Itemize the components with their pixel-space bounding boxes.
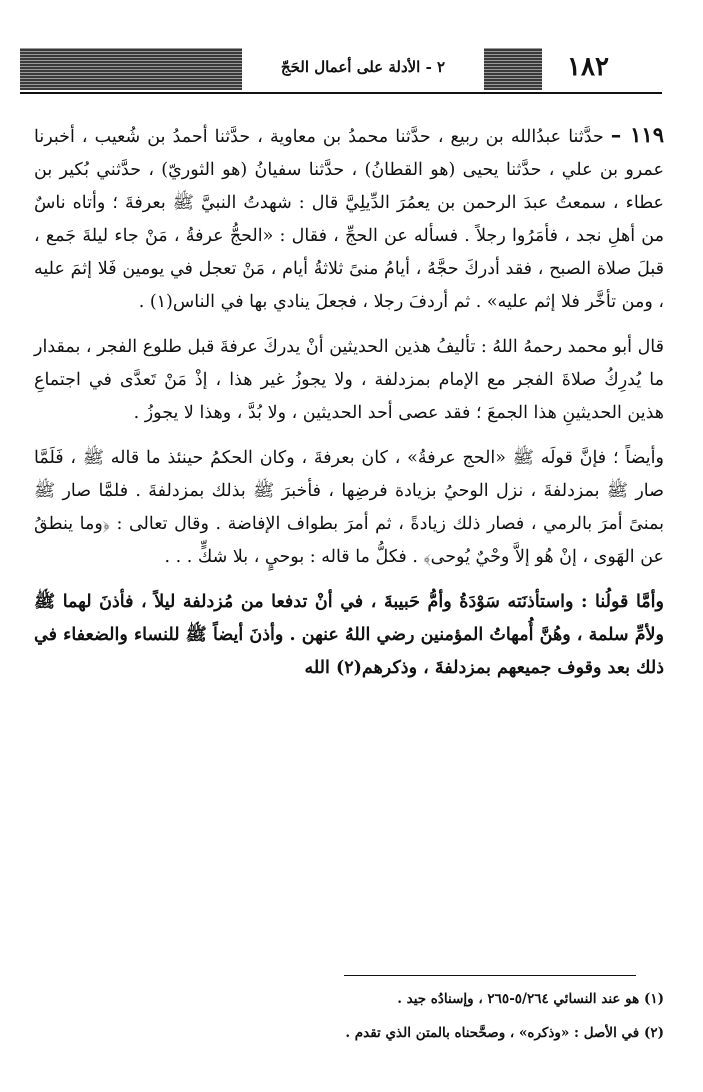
header-decoration-right [484, 48, 542, 90]
header-divider [20, 92, 662, 94]
hadith-paragraph [34, 118, 664, 319]
footnote-divider [344, 975, 636, 976]
footnote-1: (١) هو عند النسائي ٥/٢٦٤-٢٦٥ ، وإسنادُه جيد . [397, 991, 664, 1007]
footnotes [34, 986, 664, 1054]
page-number: ١٨٢ [567, 52, 609, 82]
commentary-paragraph: قال أبو محمد رحمهُ اللهُ : تأليفُ هذين الحديثين أنْ يدركَ عرفةَ قبل طلوع الفجر ، بمقدار ما يُدرِكُ صلاةَ الفجر مع الإمام بمزدلفة ، ولا يجوزُ غير هذا ، إذْ مَنْ تَعدَّى في اجتماعِ هذين الحديثينِ هذا الجمعَ ؛ فقد عصى أحد الحديثين ، ولا بُدَّ ، وهذا لا يجوزُ . [34, 337, 664, 423]
hadith-text: حدَّثنا عبدُالله بن ربيع ، حدَّثنا محمدُ بن معاوية ، حدَّثنا أحمدُ بن شُعيب ، أخبرنا عمرو بن علي ، حدَّثنا يحيى (هو القطانُ) ، حدَّثنا سفيانُ (هو الثوريّ) ، حدَّثني بُكير بن عطاء ، سمعتُ عبدَ الرحمن بن يعمُرَ الدِّيلِيَّ قال : شهدتُ النبيَّ ﷺ بعرفةَ ؛ وأتاه ناسٌ من أهلِ نجد ، فأمَرُوا رجلاً . فسأله عن الحجِّ ، فقال : «الحجُّ عرفةُ ، مَنْ جاء ليلةَ جَمع ، قبلَ صلاة الصبح ، فقد أدركَ حجَّهُ ، أيامُ منىً ثلاثةُ أيام ، مَنْ تعجل في يومين فَلا إثمَ عليه ، ومن تأخَّر فلا إثم عليه» . ثم أردفَ رجلا ، فجعلَ ينادي بها في الناس(١) . [34, 127, 664, 312]
running-title: ٢ - الأدلة على أعمال الحَجّ [280, 58, 446, 76]
argument-paragraph: وأيضاً ؛ فإنَّ قولَه ﷺ «الحج عرفةُ» ، كان بعرفةَ ، وكان الحكمُ حينئذ ما قاله ﷺ ، فَلَمَّا صار ﷺ بمزدلفةَ ، نزل الوحيُ بزيادة فرضِها ، فأخبرَ ﷺ بذلك بمزدلفةَ . فلمَّا صار ﷺ بمنىً أمرَ بالرمي ، فصار ذلك زيادةً ، ثم أمرَ بطواف الإفاضة . وقال تعالى : ﴿وما ينطقُ عن الهَوى ، إنْ هُو إلاَّ وحْيٌ يُوحى﴾ . فكلُّ ما قاله : بوحيٍ ، بلا شكٍّ . . . [34, 448, 664, 567]
footnote-2: (٢) في الأصل : «وذكره» ، وصحَّحناه بالمتن الذي تقدم . [345, 1025, 664, 1041]
header-decoration-left [20, 48, 242, 90]
hadith-number: ١١٩ – [610, 122, 664, 147]
permission-paragraph: وأمَّا قولُنا : واستأذنَته سَوْدَةُ وأمُّ حَبيبةَ ، في أنْ تدفعا من مُزدلفة ليلاً ، فأذنَ لهما ﷺ ولأمِّ سلمة ، وهُنَّ أُمهاتُ المؤمنين رضي اللهُ عنهن . وأذنَ أيضاً ﷺ للنساء والضعفاء في ذلك بعد وقوف جميعهم بمزدلفةَ ، وذكرهم(٢) الله [34, 592, 664, 678]
page-body [34, 118, 664, 697]
